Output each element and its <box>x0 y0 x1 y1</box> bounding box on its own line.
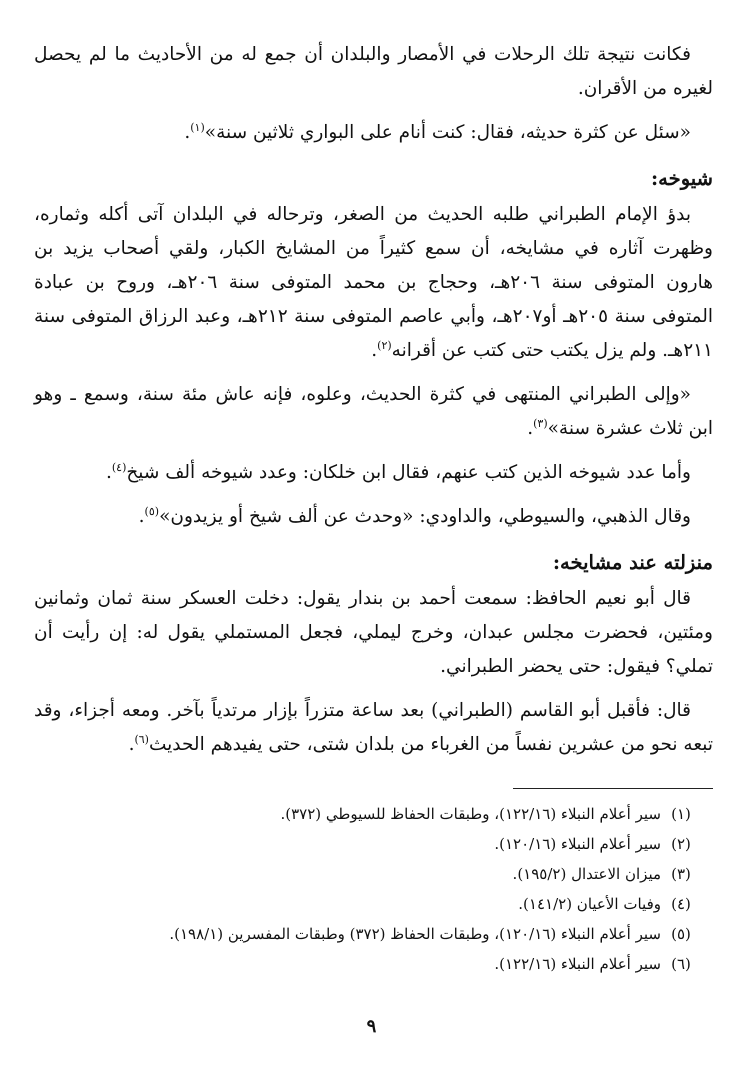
footnote-number: (١) <box>671 805 691 823</box>
footnote-number: (٤) <box>671 895 691 913</box>
paragraph-text: «وإلى الطبراني المنتهى في كثرة الحديث، وعلوه، فإنه عاش مئة سنة، وسمع ـ وهو ابن ثلاث عشرة سنة» <box>34 384 713 439</box>
footnote-item <box>34 799 713 829</box>
footnote-number: (٥) <box>671 925 691 943</box>
paragraph <box>34 456 713 490</box>
footnote-divider <box>513 788 713 789</box>
footnote-text: سير أعلام النبلاء (١٢٠/١٦)، وطبقات الحفاظ (٣٧٢) وطبقات المفسرين (١٩٨/١). <box>169 925 661 943</box>
footnote-text: وفيات الأعيان (١٤١/٢). <box>518 895 661 913</box>
footnote-marker[interactable]: (٣) <box>533 416 548 430</box>
footnote-item <box>34 829 713 859</box>
footnote-number: (٦) <box>671 955 691 973</box>
paragraph-text: «سئل عن كثرة حديثه، فقال: كنت أنام على البواري ثلاثين سنة» <box>204 122 691 143</box>
footnotes-list <box>34 799 713 979</box>
paragraph-end: . <box>128 734 135 755</box>
paragraph-end: . <box>527 418 534 439</box>
main-text <box>34 38 713 762</box>
footnote-item <box>34 919 713 949</box>
footnote-text: سير أعلام النبلاء (١٢٢/١٦)، وطبقات الحفاظ للسيوطي (٣٧٢). <box>280 805 661 823</box>
paragraph <box>34 378 713 446</box>
footnote-marker[interactable]: (٢) <box>377 338 392 352</box>
paragraph-text: وقال الذهبي، والسيوطي، والداودي: «وحدث عن ألف شيخ أو يزيدون» <box>159 506 691 527</box>
paragraph <box>34 198 713 368</box>
footnote-marker[interactable]: (٥) <box>144 504 160 518</box>
paragraph-text: قال: فأقبل أبو القاسم (الطبراني) بعد ساعة متزراً بإزار مرتدياً بآخر. ومعه أجزاء، وقد تبعه نحو من عشرين نفساً من الغرباء من بلدان شتى، حتى يفيدهم الحديث <box>34 700 713 755</box>
section-heading: شيوخه: <box>650 167 713 190</box>
paragraph <box>34 500 713 534</box>
paragraph-end: . <box>184 122 191 143</box>
footnote-text: سير أعلام النبلاء (١٢٢/١٦). <box>494 955 661 973</box>
footnote-text: ميزان الاعتدال (١٩٥/٢). <box>512 865 661 883</box>
paragraph-text: قال أبو نعيم الحافظ: سمعت أحمد بن بندار يقول: دخلت العسكر سنة ثمان وثمانين ومئتين، فحضرت مجلس عبدان، وخرج ليملي، فجعل المستملي يقول له: إن رأيت أن تملي؟ فيقول: حتى يحضر الطبراني. <box>34 588 713 677</box>
footnote-number: (٣) <box>671 865 691 883</box>
footnote-text: سير أعلام النبلاء (١٢٠/١٦). <box>494 835 661 853</box>
footnote-marker[interactable]: (١) <box>190 120 205 134</box>
footnote-item <box>34 889 713 919</box>
paragraph-text: بدؤ الإمام الطبراني طلبه الحديث من الصغر، وترحاله في البلدان آتى أكله وثماره، وظهرت آثاره في مشايخه، أن سمع كثيراً من المشايخ الكبار، ولقي أصحاب يزيد بن هارون المتوفى سنة ٢٠٦هـ، وحجاج بن محمد المتوفى سنة ٢٠٦هـ، وروح بن عبادة المتوفى سنة ٢٠٥هـ أو٢٠٧هـ، وأبي عاصم المتوفى سنة ٢١٢هـ، وعبد الرزاق المتوفى سنة ٢١١هـ. ولم يزل يكتب حتى كتب عن أقرانه <box>34 204 714 361</box>
paragraph-end: . <box>138 506 145 527</box>
paragraph <box>34 116 713 150</box>
section-heading: منزلته عند مشايخه: <box>552 551 713 574</box>
footnote-number: (٢) <box>671 835 691 853</box>
paragraph-end: . <box>105 462 112 483</box>
footnote-marker[interactable]: (٦) <box>134 732 149 746</box>
paragraph-text: وأما عدد شيوخه الذين كتب عنهم، فقال ابن خلكان: وعدد شيوخه ألف شيخ <box>126 462 691 483</box>
page-number: ٩ <box>366 1016 377 1037</box>
footnote-marker[interactable]: (٤) <box>111 460 127 474</box>
paragraph <box>34 582 713 684</box>
paragraph <box>34 38 713 106</box>
paragraph <box>34 694 713 762</box>
footnote-item <box>34 859 713 889</box>
paragraph-end: . <box>371 340 378 361</box>
footnote-item <box>34 949 713 979</box>
paragraph-text: فكانت نتيجة تلك الرحلات في الأمصار والبلدان أن جمع له من الأحاديث ما لم يحصل لغيره من الأقران. <box>34 44 713 99</box>
